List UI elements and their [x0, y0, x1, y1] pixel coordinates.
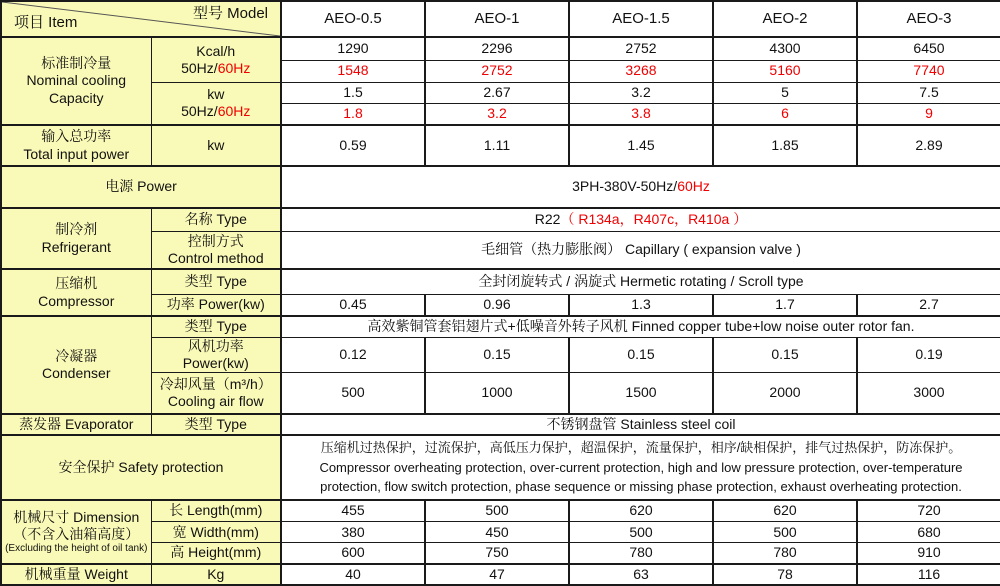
row-label-cell: 类型 Type: [151, 269, 281, 294]
spec-value-cell: 2296: [425, 37, 569, 60]
row-label-cell: 高 Height(mm): [151, 543, 281, 564]
spec-value-cell: 600: [281, 543, 425, 564]
group-label-condenser: [1, 316, 151, 414]
model-header-cell: AEO-1.5: [569, 1, 713, 37]
model-header-cell: AEO-3: [857, 1, 1000, 37]
model-header-cell: AEO-0.5: [281, 1, 425, 37]
spec-value-cell: 6450: [857, 37, 1000, 60]
spec-value-cell: 620: [569, 500, 713, 522]
unit-label-cell: kw: [151, 125, 281, 166]
row-label-cell: 风机功率 Power(kw): [151, 337, 281, 372]
input-power-row: [1, 125, 1000, 166]
spec-value-cell: 2.7: [857, 294, 1000, 316]
spec-value-cell: 1290: [281, 37, 425, 60]
spec-value-cell: 47: [425, 564, 569, 585]
spec-value-cell: 4300: [713, 37, 857, 60]
group-note-en: (Excluding the height of oil tank): [5, 542, 148, 554]
row-label-cell: 类型 Type: [151, 414, 281, 435]
safety-text-zh: 压缩机过热保护，过流保护，高低压力保护，超温保护，流量保护，相序/缺相保护，排气过热保护，防冻保护。: [320, 440, 962, 456]
length-row: [1, 500, 1000, 522]
spec-value-cell: 3000: [857, 372, 1000, 414]
spec-value-cell: 3.2: [425, 103, 569, 125]
safety-text-cell: [281, 435, 1000, 500]
spec-value-cell: 500: [569, 522, 713, 543]
spec-value-cell: 910: [857, 543, 1000, 564]
spec-value-cell: 380: [281, 522, 425, 543]
row-label-cell: 功率 Power(kw): [151, 294, 281, 316]
spec-value-cell: 750: [425, 543, 569, 564]
freq-text: 50Hz/60Hz: [181, 59, 251, 76]
group-label-zh: 制冷剂: [55, 221, 98, 238]
group-label-en: Compressor: [38, 292, 115, 309]
group-label-capacity: [1, 37, 151, 125]
row-label-cell: 冷却风量（m³/h） Cooling air flow: [151, 372, 281, 414]
fan-power-row: [1, 337, 1000, 372]
height-row: [1, 543, 1000, 564]
spec-value-cell: 0.15: [425, 337, 569, 372]
model-header-cell: AEO-1: [425, 1, 569, 37]
group-label-zh: 机械尺寸 Dimension: [13, 508, 140, 525]
compressor-type-row: [1, 269, 1000, 294]
power-supply-row: [1, 166, 1000, 208]
capacity-kw-50hz-row: [1, 82, 1000, 103]
spec-value-cell: 3.8: [569, 103, 713, 125]
merged-value-cell: 3PH-380V-50Hz/60Hz: [281, 166, 1000, 208]
group-label-weight: 机械重量 Weight: [1, 564, 151, 585]
spec-value-cell: 1.45: [569, 125, 713, 166]
spec-value-cell: 5: [713, 82, 857, 103]
spec-value-cell: 2000: [713, 372, 857, 414]
spec-value-cell: 2752: [569, 37, 713, 60]
row-label-cell: 名称 Type: [151, 208, 281, 231]
safety-text-en: Compressor overheating protection, over-current protection, high and low pressure protection, over-temperature protection, flow switch protection, phase sequence or missing phase protection, exhaust overheating protection.: [319, 459, 963, 495]
unit-label-kcal: [151, 37, 281, 82]
spec-value-cell: 78: [713, 564, 857, 585]
spec-value-cell: 780: [569, 543, 713, 564]
spec-value-cell: 2752: [425, 60, 569, 82]
spec-value-cell: 3.2: [569, 82, 713, 103]
group-label-safety: 安全保护 Safety protection: [1, 435, 281, 500]
spec-value-cell: 2.67: [425, 82, 569, 103]
spec-value-cell: 1548: [281, 60, 425, 82]
spec-value-cell: 1.5: [281, 82, 425, 103]
spec-value-cell: 7740: [857, 60, 1000, 82]
merged-value-cell: 全封闭旋转式 / 涡旋式 Hermetic rotating / Scroll type: [281, 269, 1000, 294]
spec-value-cell: 1.11: [425, 125, 569, 166]
group-label-power-supply: 电源 Power: [1, 166, 281, 208]
weight-row: [1, 564, 1000, 585]
group-label-input-power: [1, 125, 151, 166]
group-label-zh: 标准制冷量: [41, 55, 112, 72]
spec-value-cell: 40: [281, 564, 425, 585]
safety-row: [1, 435, 1000, 500]
group-label-en: Refrigerant: [41, 238, 111, 255]
unit-text: Kcal/h: [196, 42, 236, 59]
spec-value-cell: 1.3: [569, 294, 713, 316]
model-header-cell: AEO-2: [713, 1, 857, 37]
spec-value-cell: 0.15: [713, 337, 857, 372]
row-label-cell: 类型 Type: [151, 316, 281, 337]
group-label-en: Total input power: [23, 145, 130, 162]
spec-value-cell: 7.5: [857, 82, 1000, 103]
spec-value-cell: 0.96: [425, 294, 569, 316]
spec-value-cell: 455: [281, 500, 425, 522]
spec-value-cell: 0.19: [857, 337, 1000, 372]
spec-value-cell: 450: [425, 522, 569, 543]
unit-label-cell: Kg: [151, 564, 281, 585]
spec-value-cell: 0.59: [281, 125, 425, 166]
item-axis-label: 项目 Item: [14, 13, 78, 31]
header-row: [1, 1, 1000, 37]
row-label-cell: 宽 Width(mm): [151, 522, 281, 543]
model-axis-label: 型号 Model: [192, 5, 268, 22]
freq-text: 50Hz/60Hz: [181, 103, 251, 120]
evaporator-row: [1, 414, 1000, 435]
control-method-row: [1, 231, 1000, 269]
merged-value-cell: 不锈钢盘管 Stainless steel coil: [281, 414, 1000, 435]
spec-value-cell: 780: [713, 543, 857, 564]
spec-value-cell: 1.8: [281, 103, 425, 125]
air-flow-row: [1, 372, 1000, 414]
group-label-zh: 输入总功率: [41, 128, 112, 145]
spec-value-cell: 680: [857, 522, 1000, 543]
row-label-cell: 长 Length(mm): [151, 500, 281, 522]
spec-value-cell: 1.7: [713, 294, 857, 316]
width-row: [1, 522, 1000, 543]
spec-value-cell: 620: [713, 500, 857, 522]
group-label-en: Nominal cooling Capacity: [26, 72, 127, 106]
merged-value-cell: 毛细管（热力膨胀阀） Capillary ( expansion valve ): [281, 231, 1000, 269]
spec-value-cell: 6: [713, 103, 857, 125]
spec-value-cell: 3268: [569, 60, 713, 82]
spec-value-cell: 500: [281, 372, 425, 414]
spec-value-cell: 5160: [713, 60, 857, 82]
group-label-compressor: [1, 269, 151, 316]
spec-value-cell: 63: [569, 564, 713, 585]
group-label-zh: 冷凝器: [55, 348, 98, 364]
spec-value-cell: 9: [857, 103, 1000, 125]
group-label-zh: 压缩机: [55, 275, 98, 292]
refrigerant-name-row: [1, 208, 1000, 231]
group-note-zh: （不含入油箱高度）: [13, 525, 140, 542]
unit-text: kw: [207, 86, 225, 103]
spec-value-cell: 720: [857, 500, 1000, 522]
diagonal-header-cell: [1, 1, 281, 37]
compressor-power-row: [1, 294, 1000, 316]
spec-value-cell: 1000: [425, 372, 569, 414]
spec-value-cell: 0.45: [281, 294, 425, 316]
group-label-refrigerant: [1, 208, 151, 269]
group-label-en: Condenser: [42, 365, 111, 382]
spec-value-cell: 500: [713, 522, 857, 543]
row-label-cell: 控制方式 Control method: [151, 231, 281, 269]
spec-value-cell: 116: [857, 564, 1000, 585]
unit-label-kw: [151, 82, 281, 125]
spec-value-cell: 500: [425, 500, 569, 522]
spec-value-cell: 0.12: [281, 337, 425, 372]
group-label-dimension: [1, 500, 151, 564]
capacity-kcal-50hz-row: [1, 37, 1000, 60]
merged-value-cell: R22（ R134a，R407c，R410a ）: [281, 208, 1000, 231]
spec-value-cell: 0.15: [569, 337, 713, 372]
group-label-evaporator: 蒸发器 Evaporator: [1, 414, 151, 435]
spec-value-cell: 1500: [569, 372, 713, 414]
spec-value-cell: 2.89: [857, 125, 1000, 166]
merged-value-cell: 高效紫铜管套铝翅片式+低噪音外转子风机 Finned copper tube+low noise outer rotor fan.: [281, 316, 1000, 337]
spec-value-cell: 1.85: [713, 125, 857, 166]
condenser-type-row: [1, 316, 1000, 337]
